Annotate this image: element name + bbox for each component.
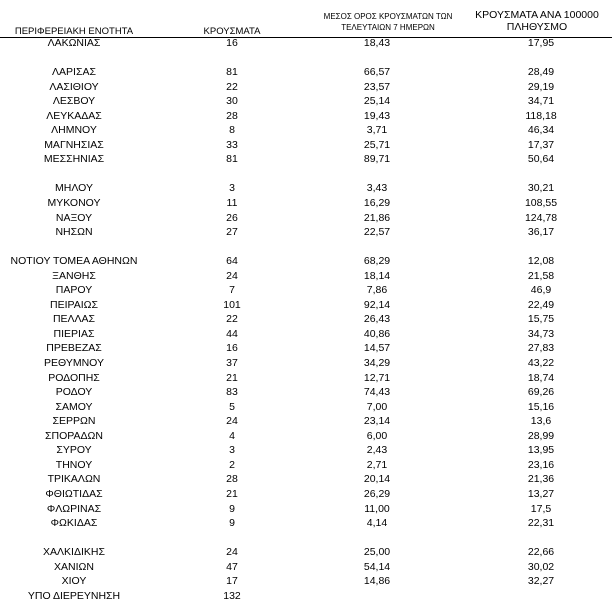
table-row <box>0 327 612 342</box>
per-100k-cell: 27,83 <box>527 342 555 355</box>
avg-7day-cell: 2,71 <box>366 458 388 471</box>
avg-7day-cell: 23,57 <box>363 80 391 93</box>
per-100k-cell: 28,49 <box>527 66 555 79</box>
avg-7day-cell: 2,43 <box>366 444 388 457</box>
table-row <box>0 283 612 298</box>
table-row <box>0 94 612 109</box>
cases-cell: 24 <box>226 415 238 428</box>
per-100k-cell: 22,66 <box>527 546 555 559</box>
cases-cell: 33 <box>226 138 238 151</box>
group-spacer <box>0 167 612 182</box>
table-row <box>0 487 612 502</box>
header-cases-per-100k <box>462 9 612 33</box>
avg-7day-cell: 18,14 <box>363 269 391 282</box>
cases-cell: 5 <box>229 400 235 413</box>
avg-7day-cell: 14,57 <box>363 342 391 355</box>
cases-cell: 132 <box>223 589 241 602</box>
per-100k-cell: 36,17 <box>527 226 555 239</box>
region-name-cell: ΜΗΛΟΥ <box>55 182 93 195</box>
table-row <box>0 356 612 371</box>
cases-cell: 28 <box>226 473 238 486</box>
avg-7day-cell: 18,43 <box>363 37 391 49</box>
table-row <box>0 298 612 313</box>
group-spacer <box>0 531 612 546</box>
table-row <box>0 312 612 327</box>
region-name-cell: ΣΑΜΟΥ <box>55 400 93 413</box>
region-name-cell: ΡΟΔΟΠΗΣ <box>48 371 100 384</box>
region-name-cell: ΦΩΚΙΔΑΣ <box>50 517 98 530</box>
table-row <box>0 341 612 356</box>
region-name-cell: ΤΗΝΟΥ <box>55 458 93 471</box>
header-cases-per-100k-line2: ΠΛΗΘΥΣΜΟ <box>506 21 568 33</box>
cases-cell: 2 <box>229 458 235 471</box>
cases-cell: 8 <box>229 124 235 137</box>
per-100k-cell: 13,27 <box>527 487 555 500</box>
region-name-cell: ΧΙΟΥ <box>61 575 87 588</box>
cases-cell: 47 <box>226 560 238 573</box>
cases-cell: 81 <box>226 66 238 79</box>
region-name-cell: ΜΥΚΟΝΟΥ <box>47 197 101 210</box>
table-row <box>0 269 612 284</box>
avg-7day-cell: 66,57 <box>363 66 391 79</box>
per-100k-cell: 50,64 <box>527 153 555 166</box>
avg-7day-cell: 12,71 <box>363 371 391 384</box>
table-row <box>0 65 612 80</box>
cases-cell: 24 <box>226 546 238 559</box>
cases-cell: 11 <box>226 197 238 210</box>
region-name-cell: ΡΕΘΥΜΝΟΥ <box>43 357 104 370</box>
cases-cell: 4 <box>229 429 235 442</box>
cases-cell: 27 <box>226 226 238 239</box>
region-name-cell: ΦΛΩΡΙΝΑΣ <box>46 502 102 515</box>
region-name-cell: ΝΗΣΩΝ <box>55 226 93 239</box>
avg-7day-cell: 19,43 <box>363 109 391 122</box>
cases-cell: 7 <box>229 284 235 297</box>
region-name-cell: ΠΕΛΛΑΣ <box>52 313 96 326</box>
per-100k-cell: 43,22 <box>527 357 555 370</box>
table-row <box>0 254 612 269</box>
region-name-cell: ΡΟΔΟΥ <box>55 386 93 399</box>
region-name-cell: ΛΑΣΙΘΙΟΥ <box>49 80 99 93</box>
cases-cell: 9 <box>229 517 235 530</box>
per-100k-cell: 15,16 <box>527 400 555 413</box>
cases-cell: 16 <box>226 342 238 355</box>
table-row <box>0 138 612 153</box>
per-100k-cell: 13,6 <box>530 415 552 428</box>
per-100k-cell: 12,08 <box>527 255 555 268</box>
table-row <box>0 589 612 604</box>
cases-cell: 3 <box>229 444 235 457</box>
per-100k-cell: 21,36 <box>527 473 555 486</box>
avg-7day-cell: 11,00 <box>364 502 390 515</box>
header-region: ΠΕΡΙΦΕΡΕΙΑΚΗ ΕΝΟΤΗΤΑ <box>14 26 134 37</box>
per-100k-cell: 34,71 <box>527 95 555 108</box>
per-100k-cell: 69,26 <box>527 386 555 399</box>
region-name-cell: ΣΥΡΟΥ <box>56 444 92 457</box>
cases-cell: 21 <box>226 371 238 384</box>
header-cases-per-100k-line1: ΚΡΟΥΣΜΑΤΑ ΑΝΑ 100000 <box>475 9 599 21</box>
table-row <box>0 36 612 51</box>
table-row <box>0 574 612 589</box>
per-100k-cell: 22,49 <box>527 298 555 311</box>
header-7day-average-line1: ΜΕΣΟΣ ΟΡΟΣ ΚΡΟΥΣΜΑΤΩΝ ΤΩΝ <box>323 12 453 21</box>
avg-7day-cell: 3,43 <box>366 182 388 195</box>
per-100k-cell: 108,55 <box>524 197 558 210</box>
table-header <box>0 0 612 38</box>
cases-cell: 24 <box>226 269 238 282</box>
avg-7day-cell: 26,29 <box>363 487 391 500</box>
per-100k-cell: 22,31 <box>527 517 555 530</box>
avg-7day-cell: 89,71 <box>363 153 391 166</box>
region-name-cell: ΣΕΡΡΩΝ <box>52 415 96 428</box>
per-100k-cell: 23,16 <box>527 458 555 471</box>
per-100k-cell: 18,74 <box>527 371 555 384</box>
region-name-cell: ΛΕΥΚΑΔΑΣ <box>46 109 102 122</box>
cases-cell: 81 <box>226 153 238 166</box>
region-name-cell: ΛΑΚΩΝΙΑΣ <box>47 37 101 49</box>
region-name-cell: ΛΑΡΙΣΑΣ <box>52 66 96 79</box>
avg-7day-cell: 34,29 <box>363 357 391 370</box>
table-row <box>0 516 612 531</box>
avg-7day-cell: 4,14 <box>366 517 388 530</box>
avg-7day-cell: 54,14 <box>363 560 391 573</box>
table-row <box>0 123 612 138</box>
cases-cell: 22 <box>226 80 238 93</box>
region-name-cell: ΠΕΙΡΑΙΩΣ <box>50 298 98 311</box>
table-row <box>0 371 612 386</box>
region-name-cell: ΝΟΤΙΟΥ ΤΟΜΕΑ ΑΘΗΝΩΝ <box>10 255 138 268</box>
avg-7day-cell: 7,00 <box>366 400 388 413</box>
per-100k-cell: 30,21 <box>527 182 555 195</box>
region-name-cell: ΤΡΙΚΑΛΩΝ <box>47 473 101 486</box>
per-100k-cell: 17,95 <box>527 37 555 49</box>
avg-7day-cell: 16,29 <box>363 197 391 210</box>
header-cases: ΚΡΟΥΣΜΑΤΑ <box>203 26 261 37</box>
per-100k-cell: 21,58 <box>527 269 555 282</box>
region-name-cell: ΥΠΟ ΔΙΕΡΕΥΝΗΣΗ <box>27 589 121 602</box>
avg-7day-cell: 21,86 <box>363 211 391 224</box>
cases-cell: 9 <box>229 502 235 515</box>
table-row <box>0 502 612 517</box>
cases-cell: 64 <box>226 255 238 268</box>
per-100k-cell: 17,5 <box>530 502 552 515</box>
avg-7day-cell: 25,71 <box>363 138 391 151</box>
region-name-cell: ΜΕΣΣΗΝΙΑΣ <box>43 153 105 166</box>
per-100k-cell: 124,78 <box>524 211 558 224</box>
cases-cell: 22 <box>226 313 238 326</box>
per-100k-cell: 28,99 <box>527 429 555 442</box>
table-row <box>0 109 612 124</box>
region-name-cell: ΦΘΙΩΤΙΔΑΣ <box>45 487 103 500</box>
avg-7day-cell: 22,57 <box>363 226 391 239</box>
avg-7day-cell: 3,71 <box>366 124 388 137</box>
header-7day-average-line2: ΤΕΛΕΥΤΑΙΩΝ 7 ΗΜΕΡΩΝ <box>341 23 435 32</box>
table-row <box>0 80 612 95</box>
avg-7day-cell: 26,43 <box>363 313 391 326</box>
avg-7day-cell: 6,00 <box>366 429 388 442</box>
avg-7day-cell: 74,43 <box>363 386 391 399</box>
cases-cell: 21 <box>226 487 238 500</box>
per-100k-cell: 29,19 <box>527 80 555 93</box>
per-100k-cell: 32,27 <box>527 575 555 588</box>
header-7day-average <box>296 11 480 33</box>
table-row <box>0 225 612 240</box>
avg-7day-cell: 25,00 <box>363 546 391 559</box>
region-name-cell: ΠΡΕΒΕΖΑΣ <box>46 342 102 355</box>
region-name-cell: ΜΑΓΝΗΣΙΑΣ <box>44 138 104 151</box>
table-row <box>0 385 612 400</box>
group-spacer <box>0 240 612 255</box>
per-100k-cell: 13,95 <box>527 444 555 457</box>
region-name-cell: ΝΑΞΟΥ <box>55 211 93 224</box>
cases-cell: 44 <box>226 327 238 340</box>
table-row <box>0 196 612 211</box>
avg-7day-cell: 68,29 <box>363 255 391 268</box>
avg-7day-cell: 25,14 <box>363 95 391 108</box>
cases-cell: 3 <box>229 182 235 195</box>
group-spacer <box>0 51 612 66</box>
per-100k-cell: 30,02 <box>527 560 555 573</box>
region-name-cell: ΠΙΕΡΙΑΣ <box>53 327 95 340</box>
region-name-cell: ΧΑΛΚΙΔΙΚΗΣ <box>43 546 105 559</box>
region-name-cell: ΞΑΝΘΗΣ <box>52 269 96 282</box>
cases-cell: 83 <box>226 386 238 399</box>
table-row <box>0 152 612 167</box>
region-name-cell: ΛΗΜΝΟΥ <box>51 124 97 137</box>
avg-7day-cell: 7,86 <box>366 284 388 297</box>
table-row <box>0 400 612 415</box>
avg-7day-cell: 20,14 <box>363 473 391 486</box>
table-row <box>0 545 612 560</box>
avg-7day-cell: 23,14 <box>363 415 391 428</box>
avg-7day-cell: 40,86 <box>363 327 391 340</box>
region-name-cell: ΛΕΣΒΟΥ <box>52 95 96 108</box>
per-100k-cell: 118,18 <box>525 109 557 122</box>
region-name-cell: ΠΑΡΟΥ <box>55 284 93 297</box>
per-100k-cell: 17,37 <box>527 138 555 151</box>
per-100k-cell: 46,9 <box>530 284 552 297</box>
cases-cell: 101 <box>223 298 241 311</box>
table-row <box>0 211 612 226</box>
table-row <box>0 429 612 444</box>
cases-cell: 30 <box>226 95 238 108</box>
table-row <box>0 181 612 196</box>
region-name-cell: ΧΑΝΙΩΝ <box>54 560 94 573</box>
per-100k-cell: 15,75 <box>527 313 555 326</box>
region-name-cell: ΣΠΟΡΑΔΩΝ <box>45 429 103 442</box>
cases-cell: 28 <box>226 109 238 122</box>
table-row <box>0 414 612 429</box>
table-row <box>0 472 612 487</box>
cases-cell: 17 <box>226 575 238 588</box>
table-row <box>0 560 612 575</box>
per-100k-cell: 34,73 <box>527 327 555 340</box>
per-100k-cell: 46,34 <box>527 124 555 137</box>
cases-cell: 26 <box>226 211 238 224</box>
cases-cell: 37 <box>226 357 238 370</box>
avg-7day-cell: 14,86 <box>363 575 391 588</box>
avg-7day-cell: 92,14 <box>363 298 391 311</box>
cases-cell: 16 <box>226 37 238 49</box>
table-body <box>0 36 612 603</box>
table-row <box>0 443 612 458</box>
table-row <box>0 458 612 473</box>
